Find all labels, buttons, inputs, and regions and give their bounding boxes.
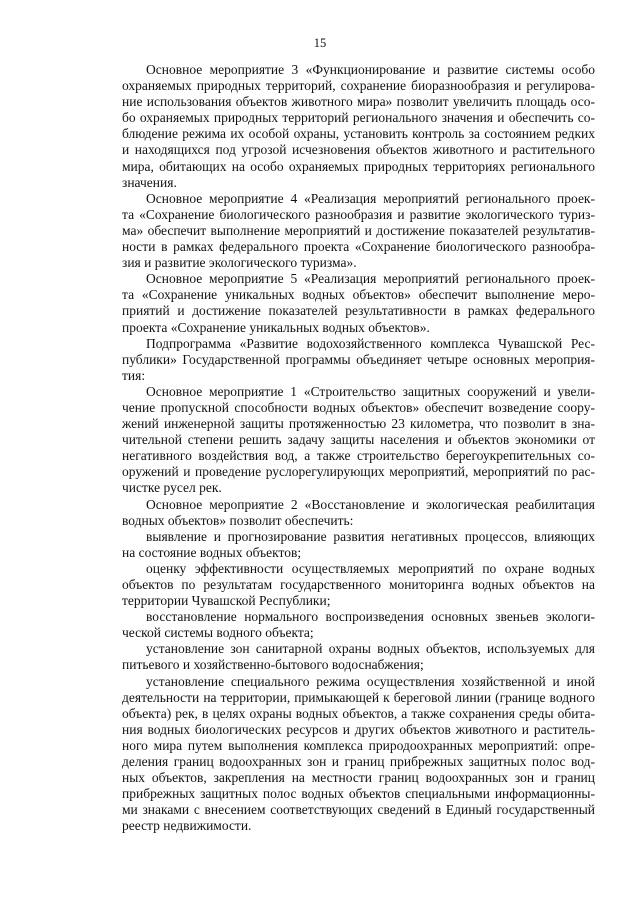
text-line: охраняемых природных территорий, сохранение биоразнообразия и регулирова-	[122, 78, 595, 94]
document-body	[122, 62, 595, 835]
text-line: негативного воздействия вод, а также строительство берегоукрепительных со-	[122, 448, 595, 464]
paragraph	[122, 497, 595, 529]
text-line: Основное мероприятие 2 «Восстановление и экологическая реабилитация	[146, 496, 595, 512]
text-line: чистке русел рек.	[122, 480, 222, 496]
text-line: проекта «Сохранение уникальных водных объектов».	[122, 319, 430, 335]
text-line: ного мира путем выполнения комплекса природоохранных мероприятий: опре-	[122, 737, 595, 753]
text-line: ных объектов, закрепления на местности границ водоохранных зон и границ	[122, 770, 595, 786]
text-line: Подпрограмма «Развитие водохозяйственного комплекса Чувашской Рес-	[146, 335, 595, 351]
text-line: питьевого и хозяйственно-бытового водоснабжения;	[122, 657, 424, 673]
text-line: чительной степени решить задачу защиты населения и объектов экономики от	[122, 432, 595, 448]
paragraph	[122, 529, 595, 561]
text-line: ния водных биологических ресурсов и других объектов животного и раститель-	[122, 721, 595, 737]
text-line: прибрежных защитных полос водных объектов специальными информационны-	[122, 786, 595, 802]
text-line: выявление и прогнозирование развития негативных процессов, влияющих	[146, 528, 595, 544]
paragraph	[122, 674, 595, 835]
text-line: значения.	[122, 174, 177, 190]
text-line: Основное мероприятие 1 «Строительство защитных сооружений и увели-	[146, 383, 595, 399]
paragraph	[122, 191, 595, 271]
text-line: чение пропускной способности водных объектов» обеспечит возведение соору-	[122, 399, 595, 415]
paragraph	[122, 384, 595, 497]
text-line: ма» обеспечит выполнение мероприятий и достижение показателей результатив-	[122, 222, 595, 238]
text-line: мира, обитающих на особо охраняемых природных территориях регионального	[122, 158, 595, 174]
text-line: установление зон санитарной охраны водных объектов, используемых для	[146, 641, 595, 657]
text-line: оценку эффективности осуществляемых мероприятий по охране водных	[146, 560, 595, 576]
text-line: приятий и достижение показателей результативности в рамках федерального	[122, 303, 595, 319]
text-line: жений инженерной защиты протяженностью 23 километра, что позволит в зна-	[122, 416, 595, 432]
text-line: Основное мероприятие 5 «Реализация мероприятий регионального проек-	[146, 271, 595, 287]
text-line: бо охраняемых природных территорий регионального значения и обеспечить со-	[122, 110, 595, 126]
text-line: ческой системы водного объекта;	[122, 625, 314, 641]
text-line: установление специального режима осуществления хозяйственной и иной	[146, 673, 595, 689]
text-line: реестр недвижимости.	[122, 818, 252, 834]
text-line: Основное мероприятие 3 «Функционирование и развитие системы особо	[146, 62, 595, 77]
text-line: территории Чувашской Республики;	[122, 593, 331, 609]
text-line: объекта) рек, в целях охраны водных объектов, а также сохранения среды обита-	[122, 705, 595, 721]
text-line: ми знаками с внесением соответствующих сведений в Единый государственный	[122, 802, 595, 818]
text-line: зия и развитие экологического туризма».	[122, 255, 357, 271]
page-number: 15	[313, 36, 327, 50]
paragraph	[122, 336, 595, 384]
text-line: тия:	[122, 367, 146, 383]
text-line: та «Сохранение биологического разнообразия и развитие экологического туриз-	[122, 206, 595, 222]
paragraph	[122, 62, 595, 191]
text-line: на состояние водных объектов;	[122, 544, 302, 560]
text-line: объектов по результатам государственного мониторинга водных объектов на	[122, 577, 595, 592]
paragraph	[122, 271, 595, 335]
text-line: ние использования объектов животного мира» позволит увеличить площадь осо-	[122, 94, 595, 110]
paragraph	[122, 561, 595, 609]
paragraph	[122, 609, 595, 641]
text-line: водных объектов» позволит обеспечить:	[122, 512, 354, 528]
text-line: и находящихся под угрозой исчезновения объектов животного и растительного	[122, 142, 595, 158]
text-line: деления границ водоохранных зон и границ прибрежных защитных полос вод-	[122, 754, 595, 770]
text-line: та «Сохранение уникальных водных объектов» обеспечит выполнение меро-	[122, 287, 595, 303]
paragraph	[122, 641, 595, 673]
text-line: восстановление нормального воспроизведения основных звеньев экологи-	[146, 609, 595, 625]
text-line: ности в рамках федерального проекта «Сохранение биологического разнообра-	[122, 239, 595, 255]
text-line: публики» Государственной программы объединяет четыре основных мероприя-	[122, 351, 595, 367]
text-line: оружений и проведение руслорегулирующих мероприятий, мероприятий по рас-	[122, 464, 595, 480]
text-line: блюдение режима их особой охраны, установить контроль за состоянием редких	[122, 126, 595, 142]
text-line: деятельности на территории, примыкающей к береговой линии (границе водного	[122, 689, 595, 705]
text-line: Основное мероприятие 4 «Реализация мероприятий регионального проек-	[146, 190, 595, 206]
